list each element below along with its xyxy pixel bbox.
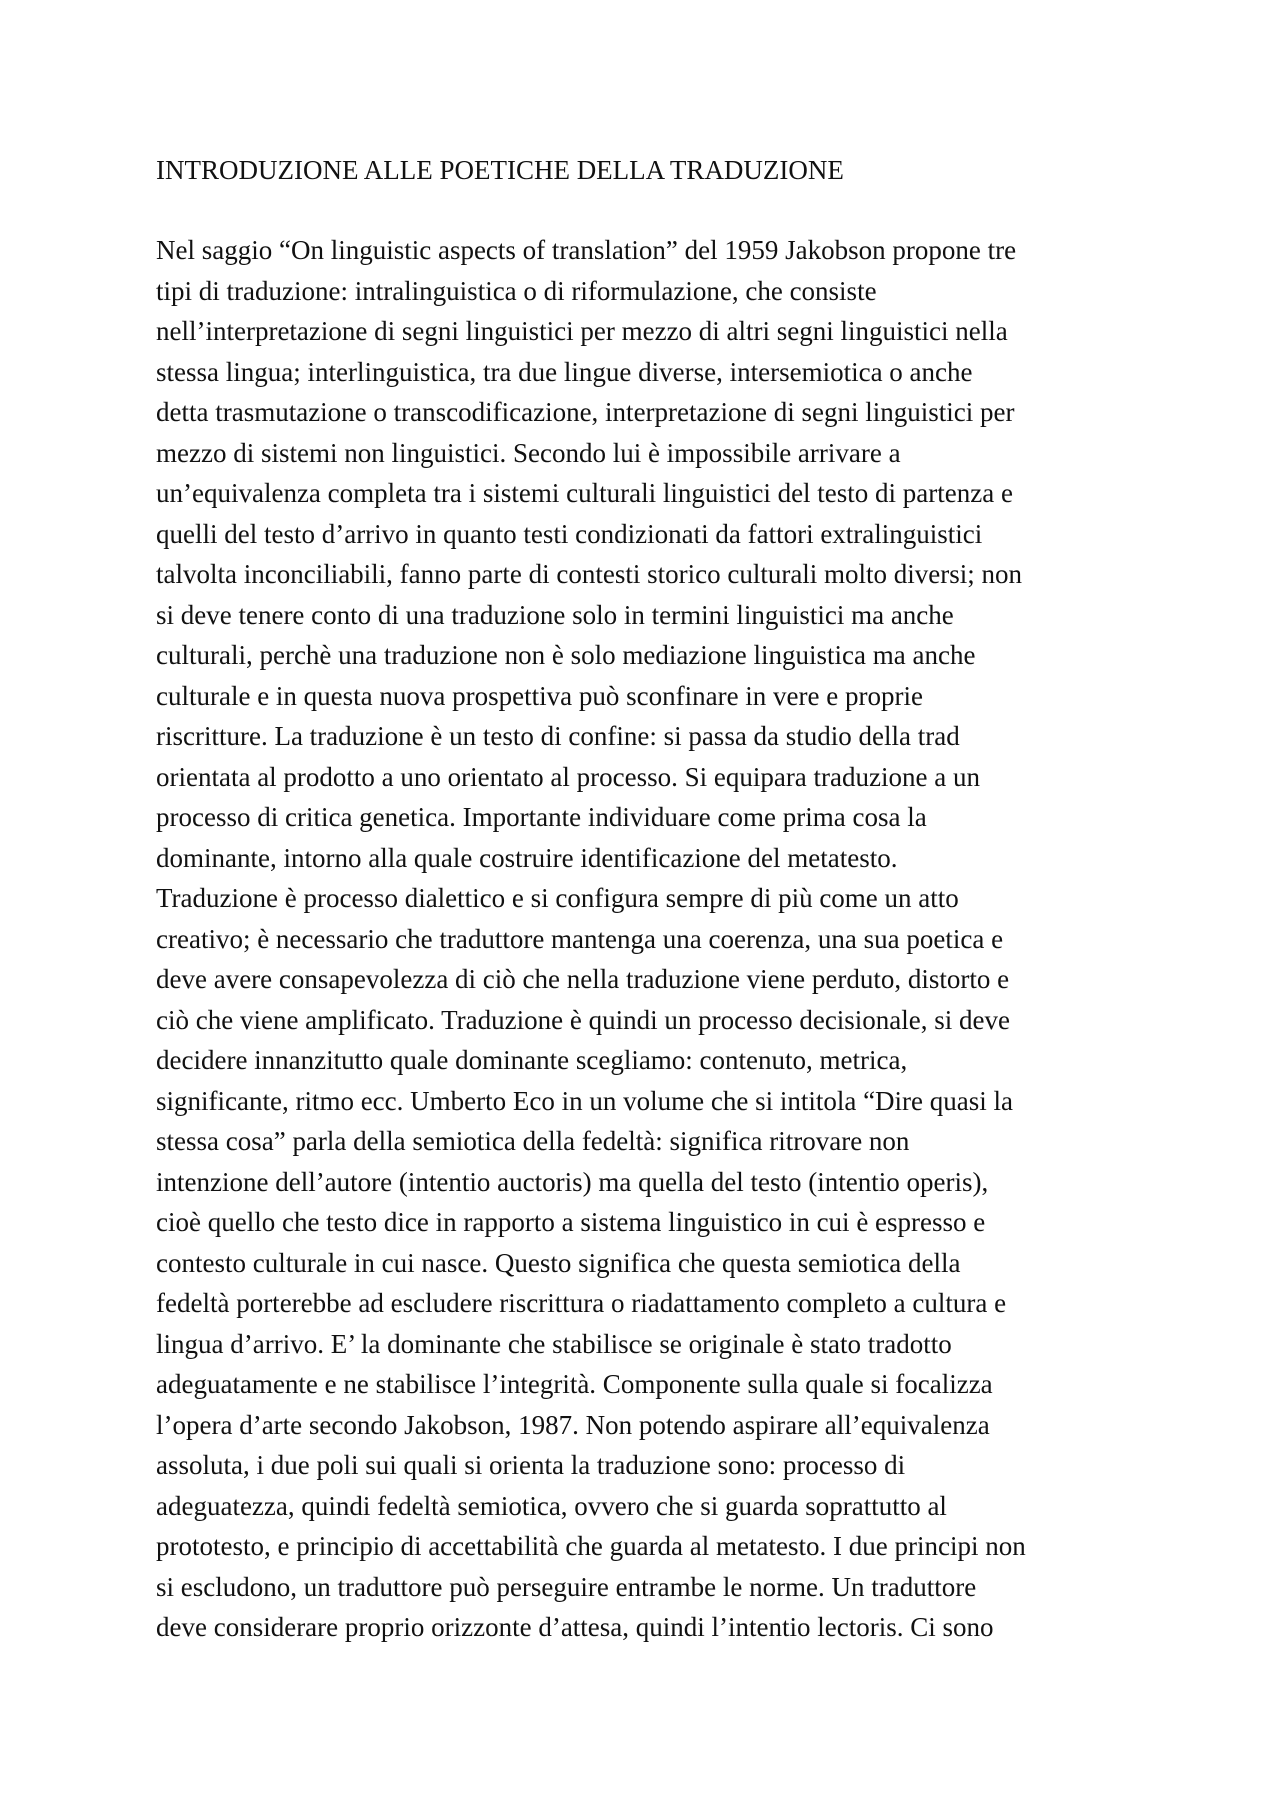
body-line: culturali, perchè una traduzione non è solo mediazione linguistica ma anche bbox=[156, 640, 976, 670]
body-line: orientata al prodotto a uno orientato al processo. Si equipara traduzione a un bbox=[156, 761, 980, 792]
body-line: ciò che viene amplificato. Traduzione è quindi un processo decisionale, si deve bbox=[156, 1004, 1011, 1035]
body-line: prototesto, e principio di accettabilità che guarda al metatesto. I due principi non bbox=[156, 1531, 1026, 1561]
body-line: dominante, intorno alla quale costruire identificazione del metatesto. bbox=[156, 842, 898, 873]
body-line: si escludono, un traduttore può perseguire entrambe le norme. Un traduttore bbox=[156, 1571, 977, 1602]
body-line: creativo; è necessario che traduttore mantenga una coerenza, una sua poetica e bbox=[156, 923, 1004, 954]
body-line: processo di critica genetica. Importante individuare come prima cosa la bbox=[156, 802, 927, 832]
body-line: Nel saggio “On linguistic aspects of translation” del 1959 Jakobson propone tre bbox=[156, 235, 1017, 265]
body-line: intenzione dell’autore (intentio auctoris) ma quella del testo (intentio operis), bbox=[156, 1166, 989, 1197]
document-content bbox=[156, 150, 1140, 1648]
body-line: contesto culturale in cui nasce. Questo significa che questa semiotica della bbox=[156, 1247, 961, 1278]
body-line: lingua d’arrivo. E’ la dominante che stabilisce se originale è stato tradotto bbox=[156, 1328, 952, 1359]
document-body bbox=[156, 230, 1140, 1648]
body-line: stessa lingua; interlinguistica, tra due lingue diverse, intersemiotica o anche bbox=[156, 356, 973, 387]
body-line: assoluta, i due poli sui quali si orienta la traduzione sono: processo di bbox=[156, 1450, 906, 1480]
body-line: tipi di traduzione: intralinguistica o di riformulazione, che consiste bbox=[156, 275, 877, 306]
body-line: deve avere consapevolezza di ciò che nella traduzione viene perduto, distorto e bbox=[156, 964, 1010, 994]
body-line: nell’interpretazione di segni linguistici per mezzo di altri segni linguistici nella bbox=[156, 316, 1008, 346]
body-line: si deve tenere conto di una traduzione solo in termini linguistici ma anche bbox=[156, 599, 954, 630]
body-line: quelli del testo d’arrivo in quanto testi condizionati da fattori extralinguistici bbox=[156, 518, 983, 549]
document-title: INTRODUZIONE ALLE POETICHE DELLA TRADUZIONE bbox=[156, 155, 844, 185]
body-line: decidere innanzitutto quale dominante scegliamo: contenuto, metrica, bbox=[156, 1045, 908, 1075]
body-line: talvolta inconciliabili, fanno parte di contesti storico culturali molto diversi; non bbox=[156, 559, 1023, 589]
body-line: culturale e in questa nuova prospettiva può sconfinare in vere e proprie bbox=[156, 680, 923, 711]
body-line: un’equivalenza completa tra i sistemi culturali linguistici del testo di partenza e bbox=[156, 478, 1013, 508]
body-line: adeguatamente e ne stabilisce l’integrità. Componente sulla quale si focalizza bbox=[156, 1369, 993, 1399]
body-line: significante, ritmo ecc. Umberto Eco in un volume che si intitola “Dire quasi la bbox=[156, 1085, 1013, 1116]
body-line: adeguatezza, quindi fedeltà semiotica, ovvero che si guarda soprattutto al bbox=[156, 1490, 947, 1521]
body-line: detta trasmutazione o transcodificazione, interpretazione di segni linguistici per bbox=[156, 397, 1015, 427]
body-line: l’opera d’arte secondo Jakobson, 1987. Non potendo aspirare all’equivalenza bbox=[156, 1409, 990, 1440]
body-line: cioè quello che testo dice in rapporto a sistema linguistico in cui è espresso e bbox=[156, 1207, 986, 1237]
body-line: riscritture. La traduzione è un testo di confine: si passa da studio della trad bbox=[156, 721, 960, 751]
body-line: deve considerare proprio orizzonte d’attesa, quindi l’intentio lectoris. Ci sono bbox=[156, 1612, 994, 1642]
body-line: Traduzione è processo dialettico e si configura sempre di più come un atto bbox=[156, 883, 959, 913]
body-line: fedeltà porterebbe ad escludere riscrittura o riadattamento completo a cultura e bbox=[156, 1288, 1007, 1318]
body-line: stessa cosa” parla della semiotica della fedeltà: significa ritrovare non bbox=[156, 1126, 910, 1156]
body-line: mezzo di sistemi non linguistici. Secondo lui è impossibile arrivare a bbox=[156, 437, 901, 468]
